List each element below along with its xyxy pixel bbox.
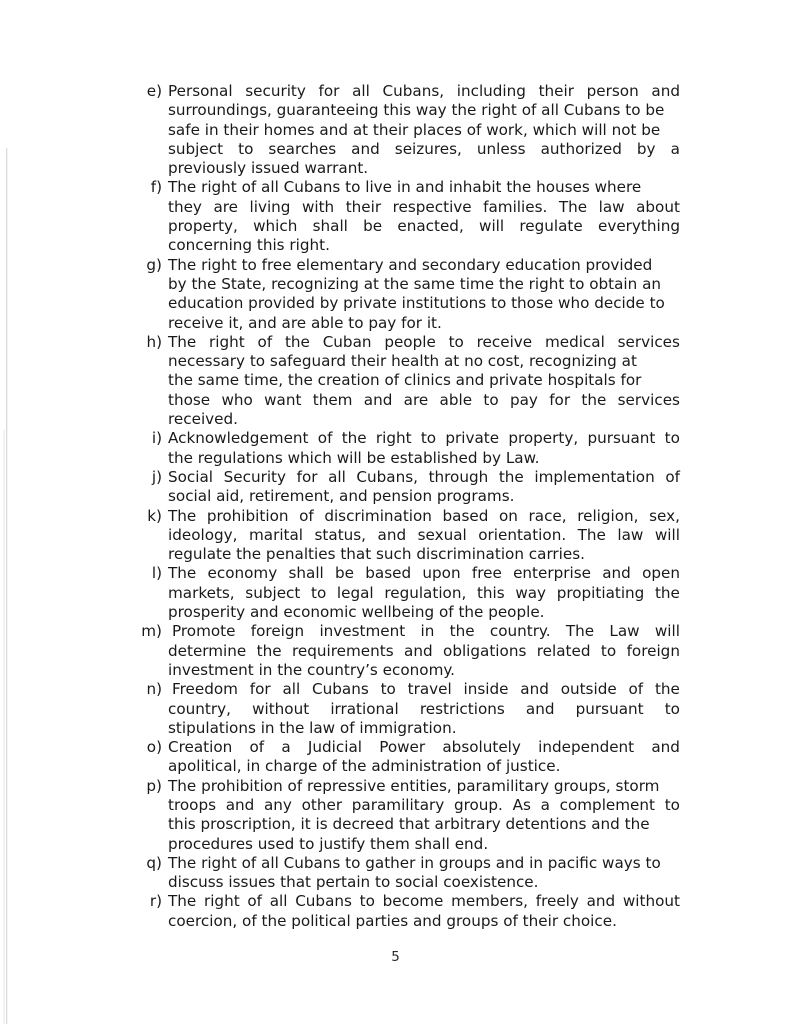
text-line: by the State, recognizing at the same time the right to obtain an	[168, 274, 662, 293]
text-line: the regulations which will be established by Law.	[168, 448, 540, 467]
list-item-text	[168, 468, 680, 507]
list-item	[138, 777, 680, 854]
text-line: social aid, retirement, and pension programs.	[168, 487, 515, 506]
list-item-text	[168, 429, 680, 468]
list-item-text	[168, 738, 680, 777]
document-body	[138, 82, 680, 931]
list-item-marker: h)	[146, 332, 162, 351]
list-item-marker: r)	[149, 892, 162, 911]
text-line: subject to searches and seizures, unless authorized by a	[168, 139, 680, 158]
text-line: investment in the country’s economy.	[168, 660, 456, 679]
text-line: Acknowledgement of the right to private property, pursuant to	[168, 429, 680, 448]
list-item	[138, 564, 680, 622]
text-line: regulate the penalties that such discrimination carries.	[168, 545, 585, 564]
list-item-marker: f)	[150, 178, 162, 197]
page-number: 5	[391, 950, 400, 965]
text-line: stipulations in the law of immigration.	[168, 718, 457, 737]
list-item-marker: e)	[146, 82, 162, 100]
text-line: discuss issues that pertain to social coexistence.	[168, 873, 539, 892]
text-line: those who want them and are able to pay for the services	[168, 390, 680, 409]
text-line: Promote foreign investment in the country. The Law will	[172, 622, 680, 641]
text-line: previously issued warrant.	[168, 159, 369, 178]
list-item	[138, 333, 680, 429]
text-line: The right to free elementary and secondary education provided	[168, 255, 653, 274]
text-line: receive it, and are able to pay for it.	[168, 313, 442, 332]
list-item-text	[168, 680, 680, 738]
list-item-marker: q)	[146, 853, 162, 872]
text-line: received.	[168, 410, 238, 429]
list-item	[138, 82, 680, 178]
list-item-text	[168, 854, 680, 893]
list-item	[138, 507, 680, 565]
scan-edge-artifact	[6, 148, 8, 1024]
list-item	[138, 738, 680, 777]
list-item	[138, 178, 680, 255]
list-item	[138, 429, 680, 468]
text-line: the same time, the creation of clinics and private hospitals for	[168, 371, 642, 390]
text-line: procedures used to justify them shall end.	[168, 834, 489, 853]
text-line: markets, subject to legal regulation, this way propitiating the	[168, 583, 680, 602]
list-item-marker: j)	[151, 467, 162, 486]
list-item-text	[168, 333, 680, 429]
list-item-text	[168, 178, 680, 255]
text-line: The prohibition of repressive entities, paramilitary groups, storm	[168, 776, 660, 795]
text-line: Social Security for all Cubans, through the implementation of	[168, 467, 680, 486]
list-item	[138, 892, 680, 931]
text-line: Personal security for all Cubans, including their person and	[168, 82, 680, 100]
list-item-marker: p)	[146, 776, 162, 795]
list-item-marker: o)	[146, 738, 162, 757]
list-item-marker: n)	[146, 680, 162, 699]
scan-edge-artifact-secondary	[3, 430, 5, 1024]
text-line: determine the requirements and obligations related to foreign	[168, 641, 680, 660]
list-item-text	[168, 892, 680, 931]
text-line: necessary to safeguard their health at no cost, recognizing at	[168, 352, 637, 371]
list-item-text	[168, 256, 680, 333]
text-line: The right of all Cubans to live in and inhabit the houses where	[168, 178, 642, 197]
list-item-text	[168, 622, 680, 680]
text-line: coercion, of the political parties and groups of their choice.	[168, 911, 617, 930]
text-line: Freedom for all Cubans to travel inside and outside of the	[172, 680, 680, 699]
text-line: The right of all Cubans to gather in groups and in pacific ways to	[168, 853, 661, 872]
list-item-marker: k)	[147, 506, 162, 525]
text-line: prosperity and economic wellbeing of the people.	[168, 603, 545, 622]
text-line: concerning this right.	[168, 236, 330, 255]
text-line: apolitical, in charge of the administration of justice.	[168, 757, 561, 776]
list-item	[138, 256, 680, 333]
text-line: country, without irrational restrictions and pursuant to	[168, 699, 680, 718]
list-item	[138, 854, 680, 893]
text-line: surroundings, guaranteeing this way the right of all Cubans to be	[168, 101, 665, 120]
list-item-text	[168, 777, 680, 854]
text-line: education provided by private institutions to those who decide to	[168, 294, 665, 313]
list-item-text	[168, 564, 680, 622]
text-line: The economy shall be based upon free enterprise and open	[168, 564, 680, 583]
text-line: they are living with their respective families. The law about	[168, 197, 680, 216]
text-line: The prohibition of discrimination based on race, religion, sex,	[168, 506, 680, 525]
text-line: Creation of a Judicial Power absolutely independent and	[168, 738, 680, 757]
text-line: The right of all Cubans to become members, freely and without	[168, 892, 680, 911]
text-line: property, which shall be enacted, will regulate everything	[168, 217, 680, 236]
list-item-marker: i)	[151, 429, 162, 448]
text-line: safe in their homes and at their places of work, which will not be	[168, 120, 661, 139]
list-item-marker: g)	[146, 255, 162, 274]
text-line: troops and any other paramilitary group. As a complement to	[168, 795, 680, 814]
list-item	[138, 622, 680, 680]
list-item-marker: l)	[151, 564, 162, 583]
text-line: this proscription, it is decreed that arbitrary detentions and the	[168, 815, 650, 834]
list-item-text	[168, 82, 680, 178]
list-item-marker: m)	[141, 622, 162, 641]
list-item	[138, 468, 680, 507]
text-line: ideology, marital status, and sexual orientation. The law will	[168, 525, 680, 544]
text-line: The right of the Cuban people to receive medical services	[168, 332, 680, 351]
list-item	[138, 680, 680, 738]
list-item-text	[168, 507, 680, 565]
